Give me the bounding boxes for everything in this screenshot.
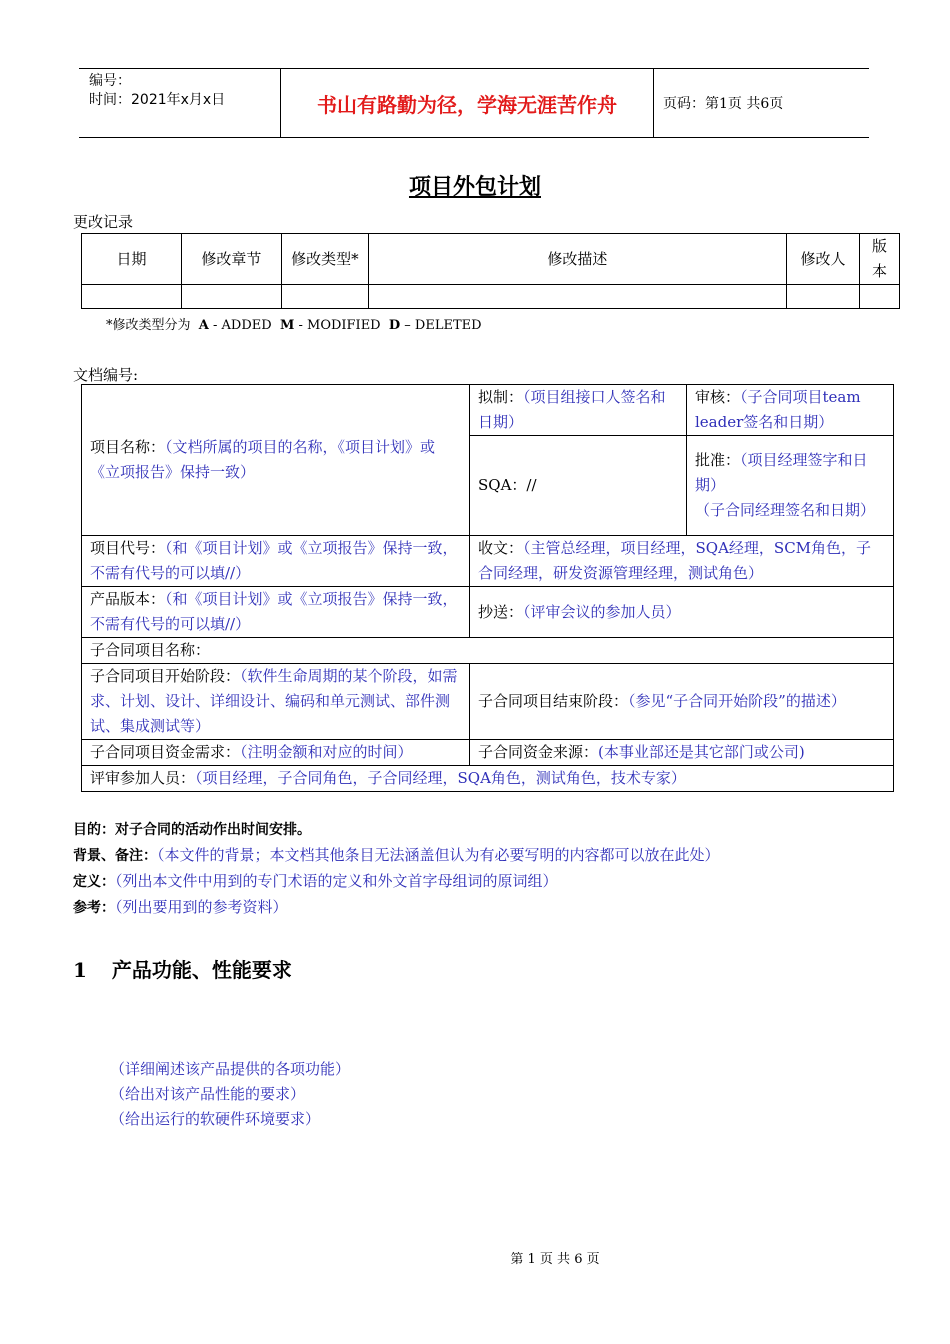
col-modifier: 修改人 [787,234,860,285]
sub-start-hint: （软件生命周期的某个阶段，如需求、计划、设计、详细设计、编码和单元测试、部件测试、集成测试等） [90,667,458,735]
reviewer-label: 审核： [695,388,741,406]
sub-end-hint: （参见“子合同开始阶段”的描述） [628,692,846,710]
approve-hint-1: （项目经理签字和日期） [695,451,868,494]
drafter-cell [470,385,687,436]
col-version: 版本 [859,234,899,285]
project-code-cell [82,536,470,587]
cc-cell [470,587,894,638]
header-page-code: 页码：第1页 共6页 [663,96,784,112]
section-number: 1 [73,958,87,982]
table-cell [368,285,786,309]
project-code-hint: （和《项目计划》或《立项报告》保持一致，不需有代号的可以填//） [90,539,458,582]
change-log-label: 更改记录 [73,213,134,231]
section-1-heading [73,954,292,983]
reviewer-hint: （子合同项目team leader签名和日期） [695,388,861,431]
approve-hint-2: （子合同经理签名和日期） [695,501,876,519]
table-cell [859,285,899,309]
note-m-key: M [279,318,295,333]
list-item: （给出运行的软硬件环境要求） [110,1110,321,1128]
note-prefix: *修改类型分为 [106,318,191,333]
cc-label: 抄送： [478,602,524,621]
fund-need-label: 子合同项目资金需求： [90,743,241,761]
section-1-items [110,1057,350,1132]
col-section: 修改章节 [181,234,281,285]
approve-label: 批准： [695,451,741,469]
section-title: 产品功能、性能要求 [111,958,292,982]
list-item: （详细阐述该产品提供的各项功能） [110,1060,351,1078]
reviewers-cell [82,766,894,792]
header-number: 编号： [89,73,131,89]
sub-start-label: 子合同项目开始阶段： [90,667,241,685]
reference-hint: （列出要用到的参考资料） [115,898,288,916]
version-cell [82,587,470,638]
document-title: 项目外包计划 [408,174,541,200]
project-code-label: 项目代号： [90,539,166,557]
background-hint: （本文件的背景；本文档其他条目无法涵盖但认为有必要写明的内容都可以放在此处） [157,846,720,864]
change-log-empty-row [82,285,900,309]
reviewers-label: 评审参加人员： [90,769,196,787]
change-log-header-row [82,234,900,285]
drafter-label: 拟制： [478,388,524,406]
header-meta [79,69,281,137]
note-m: - MODIFIED [298,318,381,333]
background-label: 背景、备注： [73,848,157,864]
list-item: （给出对该产品性能的要求） [110,1085,306,1103]
version-label: 产品版本： [90,590,166,608]
sub-name-cell: 子合同项目名称： [82,638,894,664]
table-cell [787,285,860,309]
page-footer: 第 1 页 共 6 页 [510,1252,600,1267]
change-log-table [81,233,900,309]
reference-line [73,895,720,921]
approve-cell [687,436,894,536]
fund-source-label: 子合同资金来源： [478,743,599,761]
col-type: 修改类型* [281,234,368,285]
change-type-note [106,314,482,333]
recipient-label: 收文： [478,539,524,557]
definition-label: 定义： [73,874,115,890]
note-d-key: D [388,318,401,333]
note-a: - ADDED [213,318,272,333]
intro-section [73,818,720,921]
project-name-hint: （文档所属的项目的名称，《项目计划》或《立项报告》保持一致） [90,438,436,481]
fund-source-cell [470,740,894,766]
reviewer-cell [687,385,894,436]
page-header [79,68,869,138]
recipient-cell [470,536,894,587]
note-a-key: A [198,318,209,333]
header-motto: 书山有路勤为径，学海无涯苦作舟 [281,69,654,137]
background-line [73,843,720,869]
purpose-text: 目的：对子合同的活动作出时间安排。 [73,822,311,838]
project-info-table [81,384,894,792]
definition-hint: （列出本文件中用到的专门术语的定义和外文首字母组词的原词组） [115,872,558,890]
version-hint: （和《项目计划》或《立项报告》保持一致，不需有代号的可以填//） [90,590,458,633]
recipient-hint: （主管总经理，项目经理，SQA经理，SCM角色，子合同经理，研发资源管理经理，测试角色） [478,539,872,582]
header-time: 时间：2021年x月x日 [89,92,226,108]
table-cell [281,285,368,309]
col-description: 修改描述 [368,234,786,285]
fund-need-hint: （注明金额和对应的时间） [240,743,413,761]
project-name-cell [82,385,470,536]
doc-number-label: 文档编号: [73,366,139,384]
definition-line [73,869,720,895]
table-cell [82,285,182,309]
fund-need-cell [82,740,470,766]
sqa-cell: SQA：// [470,436,687,536]
project-name-label: 项目名称： [90,438,166,456]
col-date: 日期 [82,234,182,285]
sub-start-cell [82,664,470,740]
sub-end-cell [470,664,894,740]
table-cell [181,285,281,309]
cc-hint: （评审会议的参加人员） [523,602,681,621]
note-d: – DELETED [404,318,482,333]
fund-source-hint: (本事业部还是其它部门或公司) [598,743,805,761]
sub-end-label: 子合同项目结束阶段： [478,692,629,710]
reviewers-hint: （项目经理，子合同角色，子合同经理，SQA角色，测试角色，技术专家） [195,769,686,787]
drafter-hint: （项目组接口人签名和日期） [478,388,666,431]
reference-label: 参考： [73,900,115,916]
